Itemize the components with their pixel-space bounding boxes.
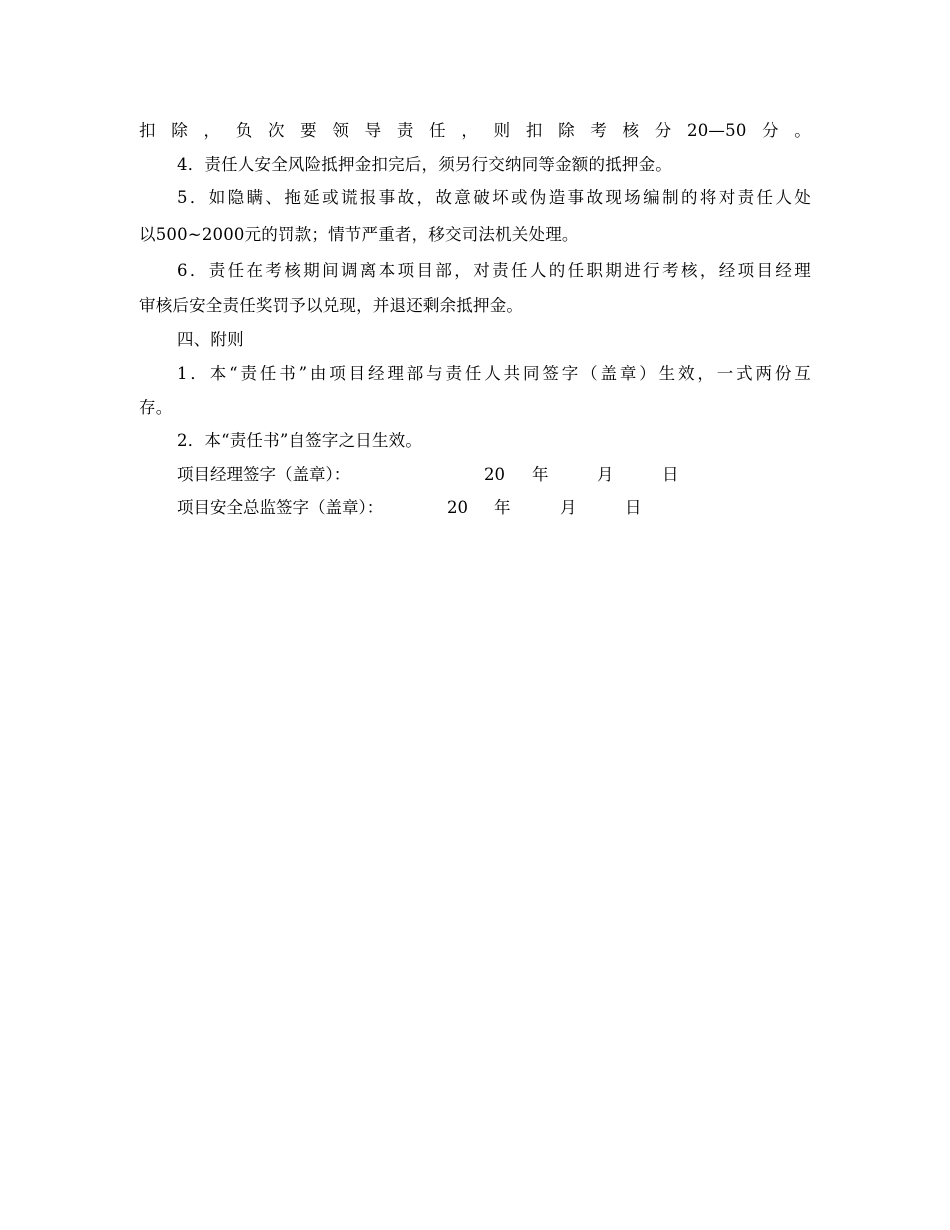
clause-6-line-2: 审核后安全责任奖罚予以兑现，并退还剩余抵押金。 [139,296,524,315]
appendix-clause-1-line-1: 1．本“责任书”由项目经理部与责任人共同签字（盖章）生效，一式两份互 [177,364,811,383]
clause-5-line-1: 5．如隐瞒、拖延或谎报事故，故意破坏或伪造事故现场编制的将对责任人处 [177,188,811,207]
clause-6-line-1: 6．责任在考核期间调离本项目部，对责任人的任职期进行考核，经项目经理 [177,261,811,280]
signature-year-label: 年 [494,498,511,517]
appendix-clause-2: 2．本“责任书”自签字之日生效。 [177,431,423,450]
signature-month-label: 月 [597,465,614,484]
signature-year-label: 年 [532,465,549,484]
paragraph-line: 扣除，负次要领导责任，则扣除考核分20—50分。 [139,121,811,140]
section-heading-appendix: 四、附则 [177,330,244,349]
clause-4: 4．责任人安全风险抵押金扣完后，须另行交纳同等金额的抵押金。 [177,155,672,174]
signature-label: 项目安全总监签字（盖章）： [177,498,384,517]
signature-label: 项目经理签字（盖章）： [177,465,351,484]
appendix-clause-1-line-2: 存。 [139,398,173,417]
signature-year-prefix: 20 [484,465,505,484]
signature-month-label: 月 [560,498,577,517]
signature-day-label: 日 [662,465,679,484]
clause-5-line-2: 以500~2000元的罚款；情节严重者，移交司法机关处理。 [139,225,579,244]
signature-year-prefix: 20 [447,498,468,517]
signature-day-label: 日 [625,498,642,517]
